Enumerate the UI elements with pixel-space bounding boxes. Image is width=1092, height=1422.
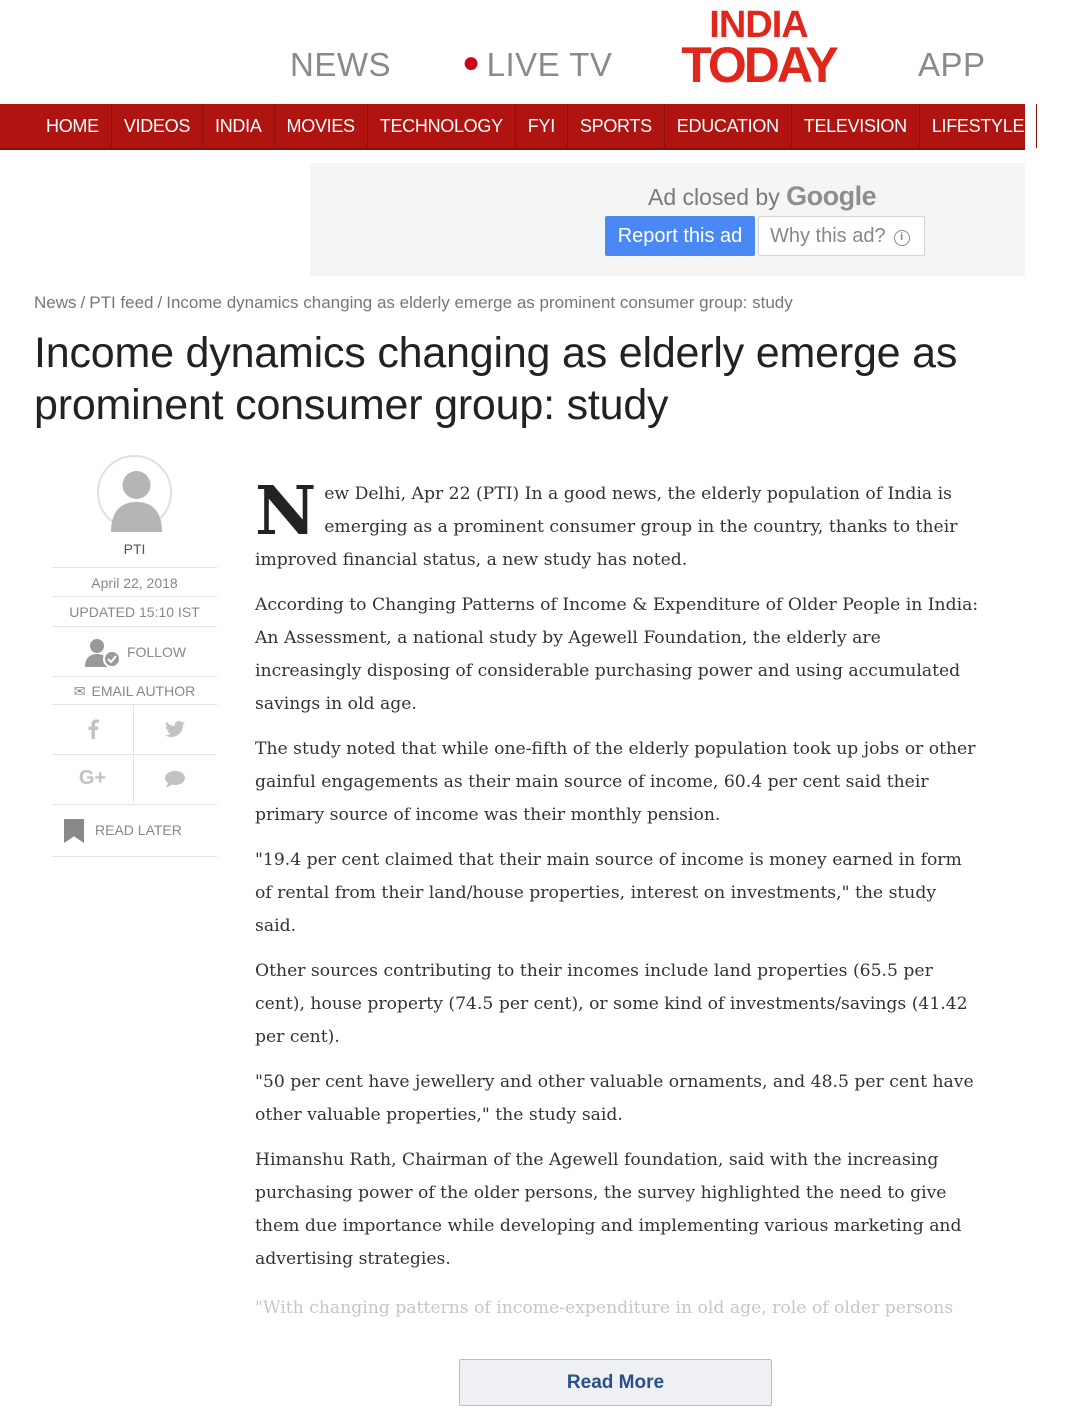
india-today-logo[interactable] [666,6,851,92]
read-later-button[interactable] [52,804,217,857]
user-silhouette-icon [99,457,174,532]
live-tv-link[interactable] [462,46,612,84]
breadcrumb-pti-feed[interactable]: PTI feed [89,293,154,312]
nav-item-home[interactable]: HOME [34,104,112,148]
google-wordmark: Google [786,181,877,211]
envelope-icon: ✉ [73,683,86,699]
nav-item-videos[interactable]: VIDEOS [112,104,203,148]
updated-time: UPDATED 15:10 IST [52,596,217,626]
article-paragraph: "19.4 per cent claimed that their main source of income is money earned in form of rental from their land/house properties, interest on investments," the study said. [255,850,962,936]
breadcrumb-current: Income dynamics changing as elderly emerge as prominent consumer group: study [166,293,793,312]
faded-paragraph: "With changing patterns of income-expenditure in old age, role of older persons [255,1298,954,1318]
nav-item-technology[interactable]: TECHNOLOGY [368,104,516,148]
live-dot-icon: ● [462,46,481,79]
why-this-ad-button[interactable] [758,216,925,256]
read-later-label: READ LATER [95,822,182,838]
follow-label: FOLLOW [126,644,187,660]
page-title: Income dynamics changing as elderly emerge as prominent consumer group: study [34,329,958,429]
nav-item-fyi[interactable]: FYI [516,104,568,148]
nav-item-india[interactable]: INDIA [203,104,275,148]
article-body [255,471,980,1288]
comment-icon[interactable] [134,754,216,802]
article-paragraph: The study noted that while one-fifth of the elderly population took up jobs or other gainful engagements as their main source of income, 60.4 per cent said their primary source of income was their monthly pension. [255,739,976,825]
live-tv-label: LIVE TV [486,46,613,83]
ad-slot [310,163,1025,276]
app-link[interactable]: APP [918,46,986,83]
article-paragraph: "50 per cent have jewellery and other valuable ornaments, and 48.5 per cent have other valuable properties," the study said. [255,1072,974,1125]
breadcrumb [34,293,793,313]
avatar[interactable] [97,455,172,530]
lead-paragraph [255,471,980,577]
read-more-button[interactable]: Read More [459,1359,772,1406]
nav-item-lifestyle[interactable]: LIFESTYLE [920,104,1037,148]
publish-date: April 22, 2018 [52,567,217,596]
follow-user-icon [83,637,123,669]
lead-text: ew Delhi, Apr 22 (PTI) In a good news, the elderly population of India is emerging as a prominent consumer group in the country, thanks to their improved financial status, a new study has noted. [255,484,958,570]
ad-closed-text [648,181,876,212]
email-author-label: EMAIL AUTHOR [91,683,196,699]
drop-cap: N [255,471,317,550]
news-link[interactable]: NEWS [290,46,391,83]
nav-item-world[interactable]: WO [1049,116,1080,136]
nav-item-movies[interactable]: MOVIES [275,104,368,148]
logo-line2: TODAY [681,37,836,93]
follow-button[interactable] [52,626,217,676]
breadcrumb-separator: / [157,293,163,312]
article-paragraph: Himanshu Rath, Chairman of the Agewell foundation, said with the increasing purchasing power of the older persons, the survey highlighted the need to give them due importance while developing and implementing various marketing and advertising strategies. [255,1150,962,1269]
why-this-ad-label: Why this ad? [770,225,886,247]
article-paragraph: Other sources contributing to their incomes include land properties (65.5 per cent), house property (74.5 per cent), or some kind of investments/savings (41.42 per cent). [255,961,968,1047]
twitter-icon[interactable] [134,705,216,753]
facebook-icon[interactable] [52,705,134,753]
nav-item-education[interactable]: EDUCATION [665,104,792,148]
info-icon: i [894,230,910,246]
nav-item-sports[interactable]: SPORTS [568,104,665,148]
site-header [0,0,1025,104]
share-grid [52,704,217,804]
report-ad-button[interactable]: Report this ad [605,216,755,256]
nav-item-television[interactable]: TELEVISION [792,104,920,148]
ad-closed-label: Ad closed by [648,184,780,210]
main-nav [0,104,1080,150]
email-author-button[interactable] [52,676,217,704]
breadcrumb-separator: / [80,293,86,312]
article-paragraph: According to Changing Patterns of Income & Expenditure of Older People in India: An Assessment, a national study by Agewell Foundation, the elderly are increasingly disposing of considerable purchasing power and using accumulated savings in old age. [255,595,979,714]
logo-line1: INDIA [709,4,808,46]
bookmark-icon [64,819,84,843]
breadcrumb-news[interactable]: News [34,293,77,312]
google-plus-icon[interactable]: G+ [52,754,134,802]
author-name[interactable]: PTI [123,541,146,557]
